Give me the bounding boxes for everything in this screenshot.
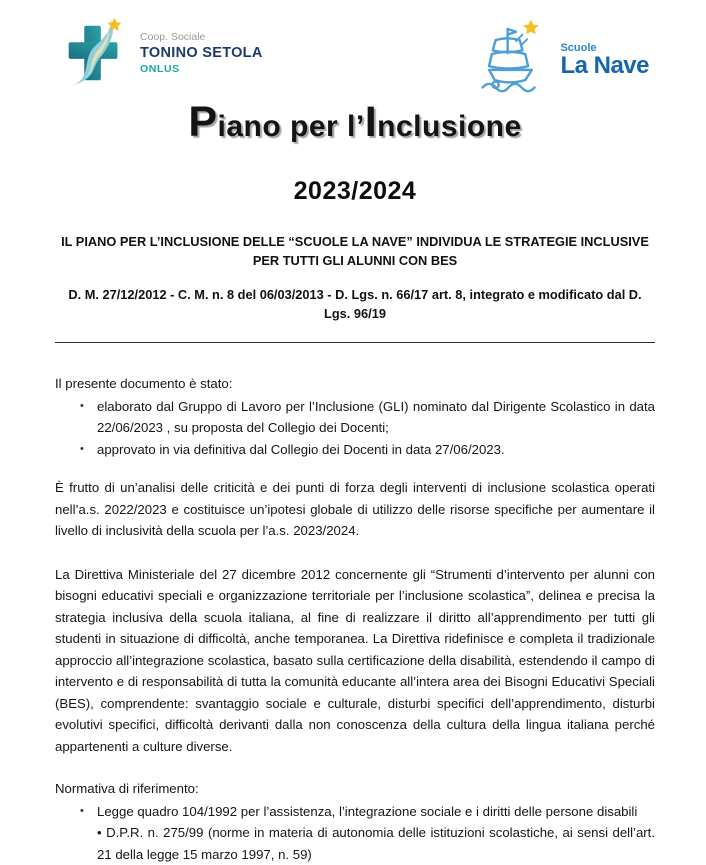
onlus-label: ONLUS <box>140 63 180 75</box>
school-year-heading: 2023/2024 <box>293 177 417 205</box>
title-initial-p: P <box>188 98 218 146</box>
list-item-text: approvato in via definitiva dal Collegio dei Docenti in data 27/06/2023. <box>97 441 505 457</box>
list-item <box>55 439 655 461</box>
coop-sociale-label: Coop. Sociale <box>140 31 206 43</box>
title-initial-i: I <box>364 98 378 146</box>
list-subitem: • D.P.R. n. 275/99 (norme in materia di autonomia delle istituzioni scolastiche, ai sensi dell’art. 21 della legge 15 marzo 1997, n. 59) <box>97 825 655 862</box>
ship-logo-icon <box>477 14 555 96</box>
subtitle-strategy-heading: IL PIANO PER L’INCLUSIONE DELLE “SCUOLE LA NAVE” INDIVIDUA LE STRATEGIE INCLUSIVE PER TUTTI GLI ALUNNI CON BES <box>61 234 649 268</box>
intro-line: Il presente documento è stato: <box>55 376 233 392</box>
list-item-text: Legge quadro 104/1992 per l’assistenza, l’integrazione sociale e i diritti delle persone disabili <box>97 803 638 819</box>
bullet-icon: • <box>80 442 84 455</box>
title-text-part2: nclusione <box>377 110 522 143</box>
list-item <box>55 801 655 823</box>
paragraph-directive: La Direttiva Ministeriale del 27 dicembre 2012 concernente gli “Strumenti d’intervento per alunni con bisogni educativi speciali e organizzazione territoriale per l’inclusione scolastica”, delinea e precisa la strategia inclusiva della scuola italiana, al fine di realizzare il diritto all’apprendimento per tutti gli studenti in situazione di difficoltà, anche temporanea. La Direttiva ridefinisce e completa il tradizionale approccio all’integrazione scolastica, basato sulla certificazione della disabilità, estendendo il campo di intervento e di responsabilità di tutta la comunità educante all’intera area dei Bisogni Educativi Speciali (BES), comprendente: svantaggio sociale e culturale, disturbi specifici dell’apprendimento, disturbi evolutivi specifici, difficoltà derivanti dalla non conoscenza della cultura della lingua italiana perché appartenenti a culture diverse. <box>55 566 655 754</box>
left-logo-text <box>140 31 263 75</box>
tonino-setola-label: TONINO SETOLA <box>140 45 263 61</box>
bullet-icon: • <box>80 804 84 817</box>
cross-swoosh-logo-icon <box>57 14 133 92</box>
title-text-part1: iano per l’ <box>217 110 365 143</box>
bullet-icon: • <box>80 399 84 412</box>
paragraph-analysis: È frutto di un’analisi delle criticità e dei punti di forza degli interventi di inclusione scolastica operati nell’a.s. 2022/2023 e costituisce un’ipotesi globale di utilizzo delle risorse specifiche per aumentare il livello di inclusività della scuola per l’a.s. 2023/2024. <box>55 480 655 539</box>
page-title <box>55 98 655 147</box>
document-header <box>55 0 655 96</box>
list-item-text: elaborato dal Gruppo di Lavoro per l’Inclusione (GLI) nominato dal Dirigente Scolastico in data 22/06/2023 , su proposta del Collegio dei Docenti; <box>97 398 655 436</box>
divider <box>55 342 655 343</box>
normativa-list <box>55 801 655 865</box>
document-body <box>55 373 655 865</box>
normativa-heading: Normativa di riferimento: <box>55 781 199 797</box>
document-status-list <box>55 396 655 461</box>
star-icon <box>524 20 539 35</box>
la-nave-logo <box>477 14 649 96</box>
tonino-setola-logo <box>57 14 263 92</box>
la-nave-label: La Nave <box>560 52 649 79</box>
right-logo-text <box>560 42 649 96</box>
subtitle-law-references: D. M. 27/12/2012 - C. M. n. 8 del 06/03/2013 - D. Lgs. n. 66/17 art. 8, integrato e modificato dal D. Lgs. 96/19 <box>68 287 642 321</box>
scuole-label: Scuole <box>560 42 597 54</box>
list-item <box>55 396 655 439</box>
